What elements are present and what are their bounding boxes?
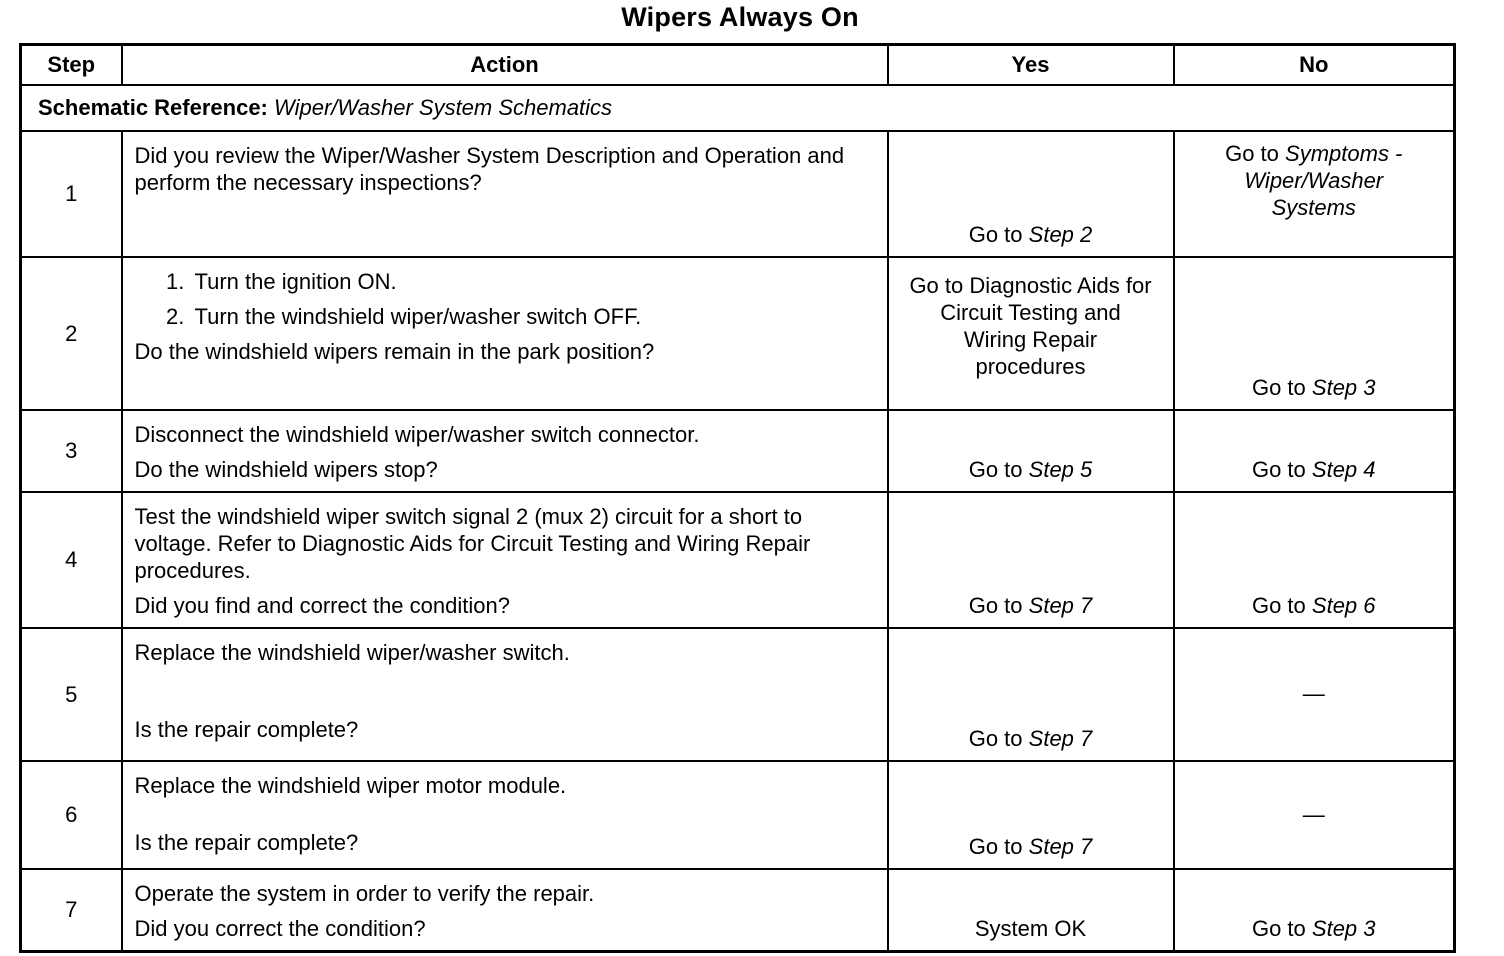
no-cell <box>1174 492 1455 628</box>
no-prefix: Go to <box>1251 593 1306 618</box>
yes-prefix: Go to <box>968 834 1023 859</box>
yes-prefix: Go to <box>968 222 1023 247</box>
schematic-link[interactable]: Wiper/Washer System Schematics <box>274 95 613 120</box>
no-cell <box>1174 257 1455 410</box>
yes-cell <box>888 869 1174 952</box>
yes-cell <box>888 410 1174 492</box>
no-dash: — <box>1302 681 1325 706</box>
no-prefix: Go to <box>1251 457 1306 482</box>
yes-prefix: Go to <box>968 593 1023 618</box>
header-no: No <box>1174 45 1455 86</box>
no-link[interactable]: Symptoms - Wiper/Washer Systems <box>1244 141 1403 220</box>
header-yes: Yes <box>888 45 1174 86</box>
header-step: Step <box>21 45 122 86</box>
step-number: 1 <box>21 131 122 257</box>
yes-cell <box>888 761 1174 869</box>
action-question: Do the windshield wipers stop? <box>134 457 438 482</box>
action-text: Disconnect the windshield wiper/washer switch connector. <box>134 422 700 447</box>
action-cell <box>122 257 888 410</box>
no-prefix: Go to <box>1251 916 1306 941</box>
diagnostic-table <box>19 43 1456 953</box>
yes-link[interactable]: Step 7 <box>1028 726 1093 751</box>
action-question: Did you correct the condition? <box>134 916 426 941</box>
header-action: Action <box>122 45 888 86</box>
table-row <box>21 257 1455 410</box>
table-row <box>21 761 1455 869</box>
step-number: 5 <box>21 628 122 761</box>
table-row <box>21 628 1455 761</box>
no-cell <box>1174 628 1455 761</box>
schematic-row <box>21 85 1455 131</box>
yes-link[interactable]: Step 7 <box>1028 593 1093 618</box>
yes-link[interactable]: Step 5 <box>1028 457 1093 482</box>
no-link[interactable]: Step 6 <box>1311 593 1376 618</box>
action-cell <box>122 761 888 869</box>
yes-text[interactable]: Go to Diagnostic Aids for Circuit Testing and Wiring Repair procedures <box>909 273 1152 379</box>
action-text: Replace the windshield wiper/washer switch. <box>134 640 570 665</box>
action-text: Do the windshield wipers remain in the park position? <box>134 339 655 364</box>
action-cell <box>122 492 888 628</box>
header-row <box>21 45 1455 86</box>
step-number: 6 <box>21 761 122 869</box>
no-cell <box>1174 869 1455 952</box>
table-row <box>21 869 1455 952</box>
yes-cell <box>888 492 1174 628</box>
no-cell <box>1174 410 1455 492</box>
schematic-label: Schematic Reference: <box>38 95 268 120</box>
yes-cell <box>888 131 1174 257</box>
no-prefix: Go to <box>1251 375 1306 400</box>
no-link[interactable]: Step 3 <box>1311 375 1376 400</box>
no-link[interactable]: Step 3 <box>1311 916 1376 941</box>
action-text: Test the windshield wiper switch signal 2 (mux 2) circuit for a short to voltage. Refer to Diagnostic Aids for Circuit Testing and Wiring Repair procedures. <box>134 504 811 583</box>
yes-prefix: Go to <box>968 726 1023 751</box>
action-cell <box>122 869 888 952</box>
no-prefix: Go to <box>1225 141 1279 166</box>
action-cell <box>122 131 888 257</box>
step-number: 3 <box>21 410 122 492</box>
no-cell <box>1174 131 1455 257</box>
page-title: Wipers Always On <box>621 2 859 32</box>
action-cell <box>122 628 888 761</box>
yes-text: System OK <box>974 916 1087 941</box>
table-row <box>21 131 1455 257</box>
step-number: 7 <box>21 869 122 952</box>
action-list <box>135 268 877 330</box>
yes-link[interactable]: Step 7 <box>1028 834 1093 859</box>
list-item: 1. Turn the ignition ON. <box>191 268 877 295</box>
yes-link[interactable]: Step 2 <box>1028 222 1093 247</box>
action-question: Did you find and correct the condition? <box>134 593 510 618</box>
table-row <box>21 410 1455 492</box>
action-question: Is the repair complete? <box>134 717 359 742</box>
action-text: Replace the windshield wiper motor module. <box>134 773 567 798</box>
action-text: Did you review the Wiper/Washer System Description and Operation and perform the necessary inspections? <box>134 143 845 195</box>
table-row <box>21 492 1455 628</box>
no-cell <box>1174 761 1455 869</box>
list-item: 2. Turn the windshield wiper/washer switch OFF. <box>191 303 877 330</box>
action-cell <box>122 410 888 492</box>
schematic-reference <box>21 85 1455 131</box>
yes-prefix: Go to <box>968 457 1023 482</box>
no-link[interactable]: Step 4 <box>1311 457 1376 482</box>
yes-cell <box>888 628 1174 761</box>
step-number: 2 <box>21 257 122 410</box>
yes-cell <box>888 257 1174 410</box>
action-text: Operate the system in order to verify the repair. <box>134 881 595 906</box>
no-dash: — <box>1302 801 1325 827</box>
action-question: Is the repair complete? <box>134 830 359 855</box>
step-number: 4 <box>21 492 122 628</box>
